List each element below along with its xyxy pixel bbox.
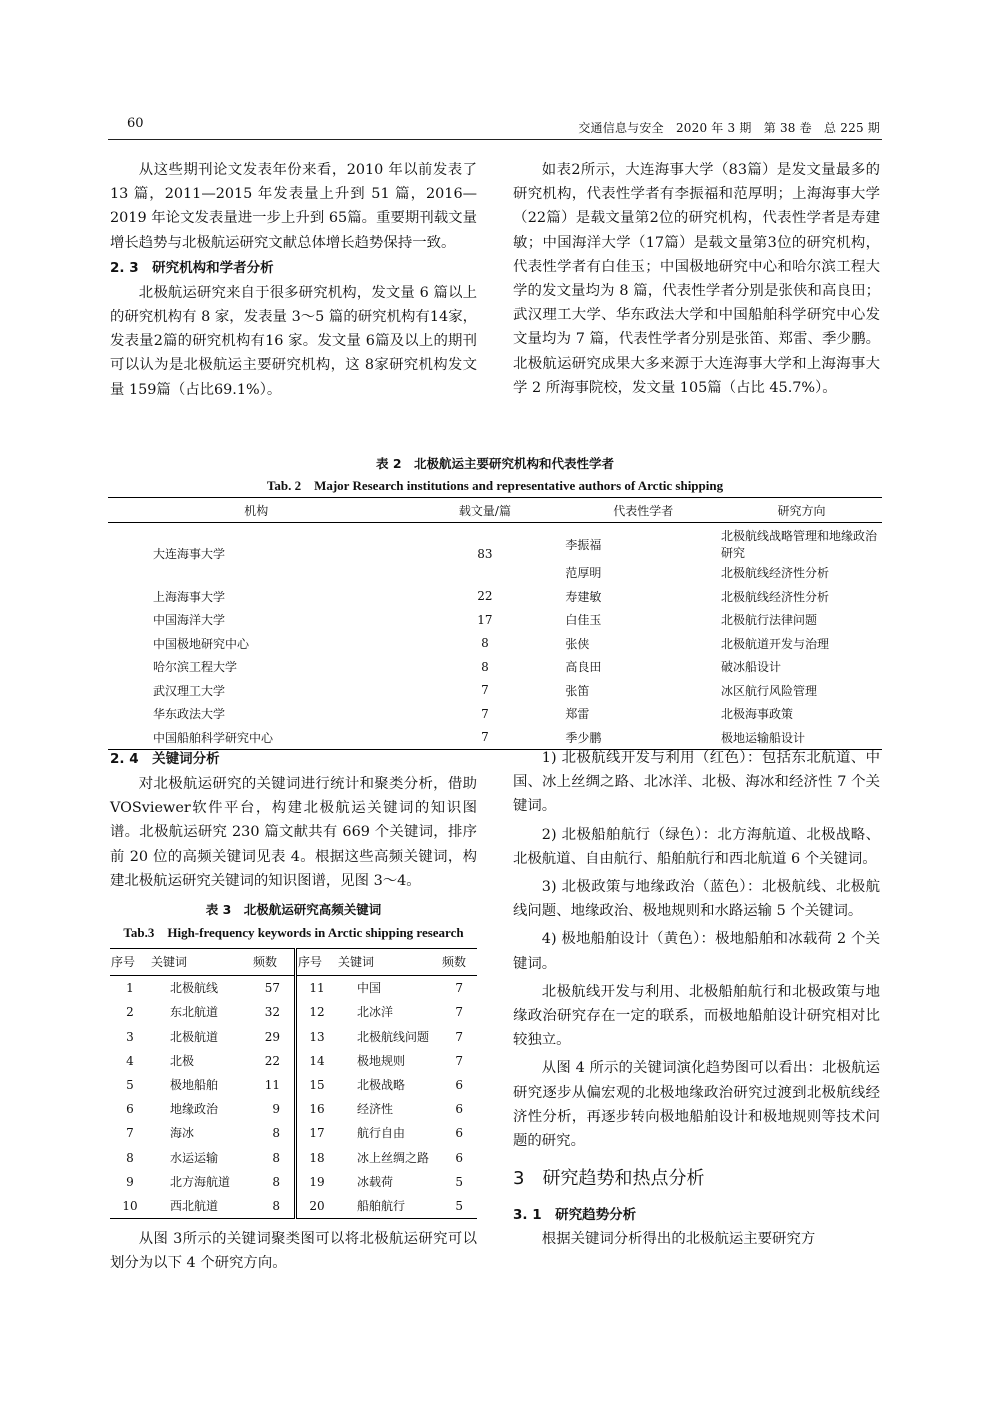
table2: [108, 497, 882, 750]
table-row: [108, 655, 882, 679]
table-row: [110, 1194, 477, 1219]
cell-rank: 6: [126, 1102, 134, 1117]
table-row: [110, 976, 477, 1001]
cell-topic: 破冰船设计: [721, 660, 782, 675]
cell-keyword: 北方海航道: [170, 1174, 231, 1189]
cell-scholar: 高良田: [565, 660, 602, 675]
column-header: 频数: [252, 949, 296, 976]
paragraph: 如表2所示，大连海事大学（83篇）是发文量最多的研究机构，代表性学者有李振福和范厚明；上海海事大学（22篇）是载文量第2位的研究机构，代表性学者是寿建敏；中国海洋大学（17篇）是载文量第3位的研究机构，代表性学者有白佳玉；中国极地研究中心和哈尔滨工程大学的发文量均为 8 篇，代表性学者分别是张侠和高良田；武汉理工大学、华东政法大学和中国船舶科学研究中心发文量均为 7 篇，代表性学者分别是张笛、郑雷、季少鹏。北极航运研究成果大多来源于大连海事大学和上海海事大学 2 所海事院校，发文量 105篇（占比 45.7%）。: [513, 162, 880, 396]
cell-keyword: 西北航道: [170, 1199, 219, 1214]
cell-topic: 北极海事政策: [721, 707, 794, 722]
cell-count: 83: [477, 546, 493, 561]
cell-frequency: 6: [455, 1126, 463, 1141]
cell-count: 8: [481, 636, 489, 651]
cell-topic: 极地运输船设计: [721, 730, 806, 745]
cell-keyword: 北极: [170, 1053, 195, 1068]
cell-keyword: 船舶航行: [357, 1199, 406, 1214]
table-row: [108, 608, 882, 632]
cell-rank: 11: [296, 976, 338, 1001]
table2-caption-en: Tab. 2 Major Research institutions and representative authors of Arctic shipping: [266, 478, 724, 493]
paragraph: 从图 4 所示的关键词演化趋势图可以看出：北极航运研究逐步从偏宏观的北极地缘政治研究过渡到北极航线经济性分析，再逐步转向极地船舶设计和极地规则等技术问题的研究。: [513, 1060, 880, 1150]
right-bottom-column: [513, 746, 880, 1251]
cell-count: 17: [477, 612, 493, 627]
right-top-column: [513, 158, 880, 400]
cell-keyword: 极地规则: [357, 1053, 406, 1068]
cell-keyword: 北极战略: [357, 1078, 406, 1093]
list-item: 3) 北极政策与地缘政治（蓝色）：北极航线、北极航线问题、地缘政治、极地规则和水路运输 5 个关键词。: [513, 879, 880, 920]
cell-scholar: 范厚明: [565, 566, 602, 581]
cell-count: 22: [477, 589, 493, 604]
cell-keyword: 北极航线: [170, 981, 219, 996]
cell-frequency: 7: [455, 1029, 463, 1044]
cell-scholar: 季少鹏: [565, 730, 602, 745]
cell-keyword: 航行自由: [357, 1126, 406, 1141]
table-row: [110, 1049, 477, 1073]
cell-rank: 9: [126, 1174, 134, 1189]
section-heading-3: 3 研究趋势和热点分析: [513, 1168, 705, 1190]
cell-keyword: 经济性: [357, 1102, 394, 1117]
cell-frequency: 22: [264, 1053, 280, 1068]
cell-frequency: 8: [272, 1150, 280, 1165]
table-row: [108, 585, 882, 609]
cell-rank: 16: [296, 1097, 338, 1121]
table-row: [110, 1146, 477, 1170]
table2-caption-zh: 表 2 北极航运主要研究机构和代表性学者: [375, 456, 615, 471]
cell-keyword: 极地船舶: [170, 1078, 219, 1093]
cell-frequency: 9: [272, 1102, 280, 1117]
cell-institution: 中国海洋大学: [153, 613, 226, 628]
table3: [110, 948, 477, 1219]
cell-count: 7: [481, 706, 489, 721]
paragraph: 北极航线开发与利用、北极船舶航行和北极政策与地缘政治研究存在一定的联系，而极地船舶设计研究相对比较独立。: [513, 983, 880, 1049]
cell-keyword: 东北航道: [170, 1005, 219, 1020]
table-row: [108, 523, 882, 562]
section-heading-2-3: 2. 3 研究机构和学者分析: [110, 259, 274, 276]
cell-rank: 20: [296, 1194, 338, 1219]
cell-institution: 武汉理工大学: [153, 683, 226, 698]
cell-rank: 15: [296, 1073, 338, 1097]
cell-rank: 5: [126, 1078, 134, 1093]
column-header: 序号: [110, 949, 150, 976]
cell-rank: 14: [296, 1049, 338, 1073]
paragraph: 对北极航运研究的关键词进行统计和聚类分析，借助VOSviewer软件平台，构建北极航运关键词的知识图谱。北极航运研究 230 篇文献共有 669 个关键词，排序前 20 位的高频关键词见表 4。根据这些高频关键词，构建北极航运研究关键词的知识图谱，见图 3～4。: [110, 776, 477, 889]
column-header: 序号: [296, 949, 338, 976]
cell-rank: 3: [126, 1029, 134, 1044]
cell-frequency: 6: [455, 1102, 463, 1117]
cell-keyword: 地缘政治: [170, 1102, 219, 1117]
table-row: [110, 1170, 477, 1194]
cell-frequency: 29: [264, 1029, 280, 1044]
cell-scholar: 张笛: [565, 683, 590, 698]
cell-rank: 13: [296, 1025, 338, 1049]
cell-rank: 12: [296, 1000, 338, 1024]
cell-frequency: 7: [455, 981, 463, 996]
cell-rank: 7: [126, 1126, 134, 1141]
cell-frequency: 5: [455, 1199, 463, 1214]
cell-frequency: 6: [455, 1078, 463, 1093]
cell-institution: 哈尔滨工程大学: [153, 660, 238, 675]
table-row: [110, 1025, 477, 1049]
cell-scholar: 张侠: [565, 636, 590, 651]
cell-institution: 大连海事大学: [153, 547, 226, 562]
column-header: 研究方向: [721, 498, 882, 523]
column-header: 机构: [108, 498, 404, 523]
cell-rank: 18: [296, 1146, 338, 1170]
cell-institution: 华东政法大学: [153, 707, 226, 722]
cell-topic: 北极航线战略管理和地缘政治研究: [721, 529, 878, 560]
column-header: 载文量/篇: [404, 498, 565, 523]
table-row: [110, 1000, 477, 1024]
cell-topic: 北极航线经济性分析: [721, 589, 830, 604]
table-row: [108, 679, 882, 703]
list-item: 4) 极地船舶设计（黄色）：极地船舶和冰载荷 2 个关键词。: [513, 931, 880, 972]
page-number: 60: [127, 116, 144, 131]
left-top-column: [110, 158, 477, 402]
list-item: 2) 北极船舶航行（绿色）：北方海航道、北极战略、北极航道、自由航行、船舶航行和西北航道 6 个关键词。: [513, 826, 880, 867]
table3-caption-zh: 表 3 北极航运研究高频关键词: [205, 902, 382, 918]
cell-rank: 1: [126, 981, 134, 996]
table-row: [110, 1073, 477, 1097]
left-bottom-column: [110, 746, 477, 1276]
cell-institution: 上海海事大学: [153, 589, 226, 604]
cell-keyword: 北极航道: [170, 1029, 219, 1044]
cell-frequency: 8: [272, 1199, 280, 1214]
paragraph: 北极航运研究来自于很多研究机构，发文量 6 篇以上的研究机构有 8 家，发表量 3～5 篇的研究机构有14家，发表量2篇的研究机构有16 家。发文量 6篇及以上的期刊可以认为是北极航运主要研究机构，这 8家研究机构发文量 159篇（占比69.1%）。: [110, 284, 477, 398]
cell-keyword: 北冰洋: [357, 1005, 394, 1020]
paragraph: 从这些期刊论文发表年份来看，2010 年以前发表了 13 篇，2011—2015 年发表量上升到 51 篇，2016—2019 年论文发表量进一步上升到 65篇。重要期刊载文量增长趋势与北极航运研究文献总体增长趋势保持一致。: [110, 162, 477, 251]
cell-count: 7: [481, 683, 489, 698]
cell-topic: 北极航行法律问题: [721, 613, 818, 628]
cell-rank: 2: [126, 1005, 134, 1020]
table-header-row: [110, 949, 477, 976]
cell-keyword: 海冰: [170, 1126, 195, 1141]
cell-scholar: 李振福: [565, 537, 602, 552]
cell-keyword: 冰载荷: [357, 1174, 394, 1189]
cell-rank: 4: [126, 1053, 134, 1068]
column-header: 关键词: [337, 949, 441, 976]
cell-topic: 北极航线经济性分析: [721, 566, 830, 581]
cell-frequency: 8: [272, 1126, 280, 1141]
table-row: [110, 1097, 477, 1121]
cell-keyword: 北极航线问题: [357, 1029, 430, 1044]
column-header: 频数: [441, 949, 477, 976]
table-row: [110, 1121, 477, 1145]
cell-frequency: 7: [455, 1053, 463, 1068]
cell-scholar: 寿建敏: [565, 589, 602, 604]
table-row: [108, 702, 882, 726]
column-header: 代表性学者: [565, 498, 721, 523]
cell-frequency: 32: [264, 1005, 280, 1020]
table-row: [108, 632, 882, 656]
cell-rank: 19: [296, 1170, 338, 1194]
cell-frequency: 6: [455, 1150, 463, 1165]
cell-keyword: 中国: [357, 981, 382, 996]
cell-rank: 8: [126, 1150, 134, 1165]
cell-keyword: 冰上丝绸之路: [357, 1150, 430, 1165]
cell-rank: 10: [122, 1199, 138, 1214]
header-rule: [108, 139, 882, 140]
cell-rank: 17: [296, 1121, 338, 1145]
paragraph: 从图 3所示的关键词聚类图可以将北极航运研究可以划分为以下 4 个研究方向。: [110, 1231, 477, 1272]
cell-frequency: 8: [272, 1174, 280, 1189]
journal-header: 交通信息与安全 2020 年 3 期 第 38 卷 总 225 期: [578, 121, 880, 135]
cell-scholar: 郑雷: [565, 707, 590, 722]
paragraph: 根据关键词分析得出的北极航运主要研究方: [541, 1231, 816, 1248]
column-header: 关键词: [150, 949, 252, 976]
section-heading-3-1: 3. 1 研究趋势分析: [513, 1207, 637, 1224]
section-heading-2-4: 2. 4 关键词分析: [110, 751, 220, 767]
table3-caption-en: Tab.3 High-frequency keywords in Arctic shipping research: [123, 925, 464, 941]
cell-institution: 中国船舶科学研究中心: [153, 730, 274, 745]
cell-frequency: 11: [264, 1078, 280, 1093]
table-header-row: [108, 498, 882, 523]
cell-frequency: 57: [264, 981, 280, 996]
cell-count: 8: [481, 659, 489, 674]
cell-count: 7: [481, 730, 489, 745]
cell-topic: 冰区航行风险管理: [721, 683, 818, 698]
cell-keyword: 水运运输: [170, 1150, 219, 1165]
cell-frequency: 7: [455, 1005, 463, 1020]
table3-body: [110, 976, 477, 1219]
list-item: 1) 北极航线开发与利用（红色）：包括东北航道、中国、冰上丝绸之路、北冰洋、北极、海冰和经济性 7 个关键词。: [513, 750, 880, 815]
cell-frequency: 5: [455, 1174, 463, 1189]
cell-topic: 北极航道开发与治理: [721, 636, 830, 651]
cell-institution: 中国极地研究中心: [153, 636, 250, 651]
cell-scholar: 白佳玉: [565, 613, 602, 628]
